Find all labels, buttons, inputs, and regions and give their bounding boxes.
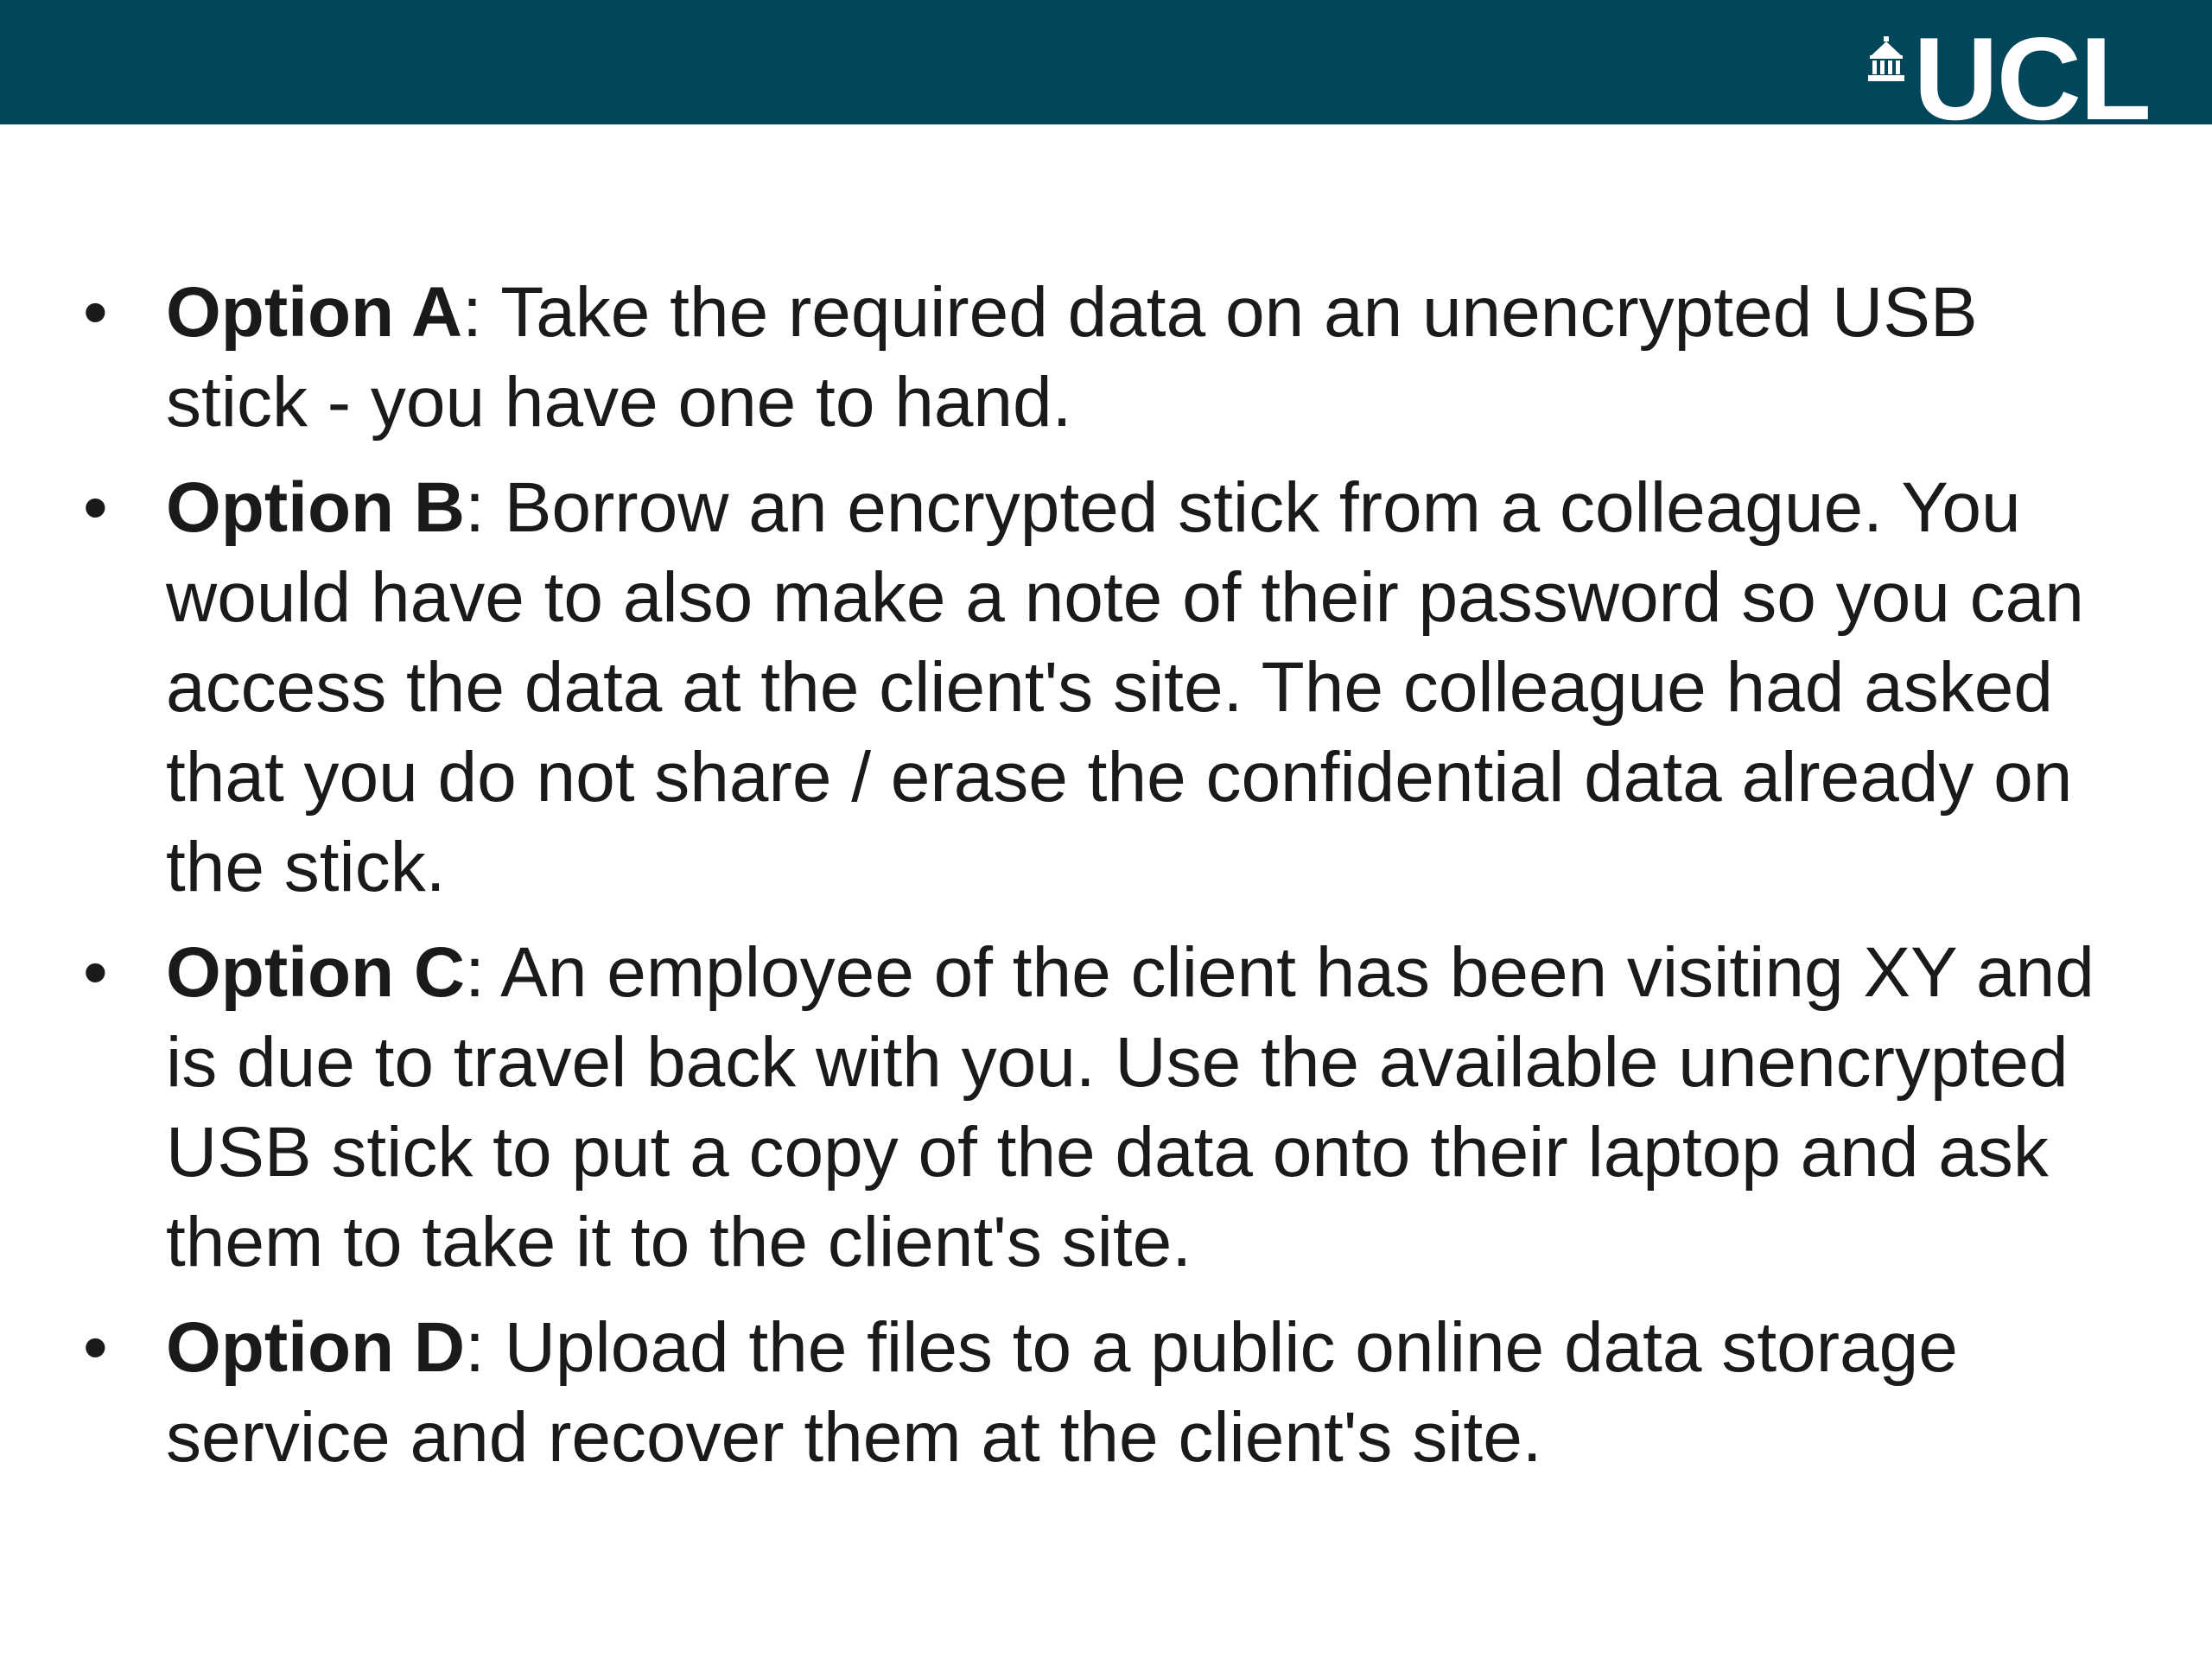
- option-b-item: [79, 463, 2101, 912]
- option-a-text: : Take the required data on an unencrypted USB stick - you have one to hand.: [166, 273, 1978, 442]
- option-c-label: Option C: [166, 933, 466, 1012]
- option-d-item: [79, 1303, 2101, 1483]
- bullet-icon: •: [83, 1308, 108, 1387]
- option-d-label: Option D: [166, 1308, 466, 1387]
- bullet-icon: •: [83, 273, 108, 352]
- option-d-text: : Upload the files to a public online data storage service and recover them at the client's site.: [166, 1308, 1958, 1477]
- option-b-text: : Borrow an encrypted stick from a colleague. You would have to also make a note of their password so you can access the data at the client's site. The colleague had asked that you do not share / erase the confidential data already on the stick.: [166, 468, 2084, 906]
- portico-icon: [1868, 36, 1904, 81]
- option-b-label: Option B: [166, 468, 466, 547]
- bullet-icon: •: [83, 468, 108, 547]
- option-a-label: Option A: [166, 273, 463, 352]
- option-c-text: : An employee of the client has been visiting XY and is due to travel back with you. Use the available unencrypted USB stick to put a copy of the data onto their laptop and ask them to take it to the client's site.: [166, 933, 2094, 1281]
- bullet-icon: •: [83, 933, 108, 1012]
- logo-text: UCL: [1913, 33, 2150, 124]
- option-a-item: [79, 268, 2101, 448]
- options-list: [79, 268, 2101, 1483]
- option-c-item: [79, 928, 2101, 1287]
- ucl-logo: [1868, 33, 2150, 124]
- slide-content: [79, 268, 2101, 1498]
- header-bar: [0, 0, 2212, 124]
